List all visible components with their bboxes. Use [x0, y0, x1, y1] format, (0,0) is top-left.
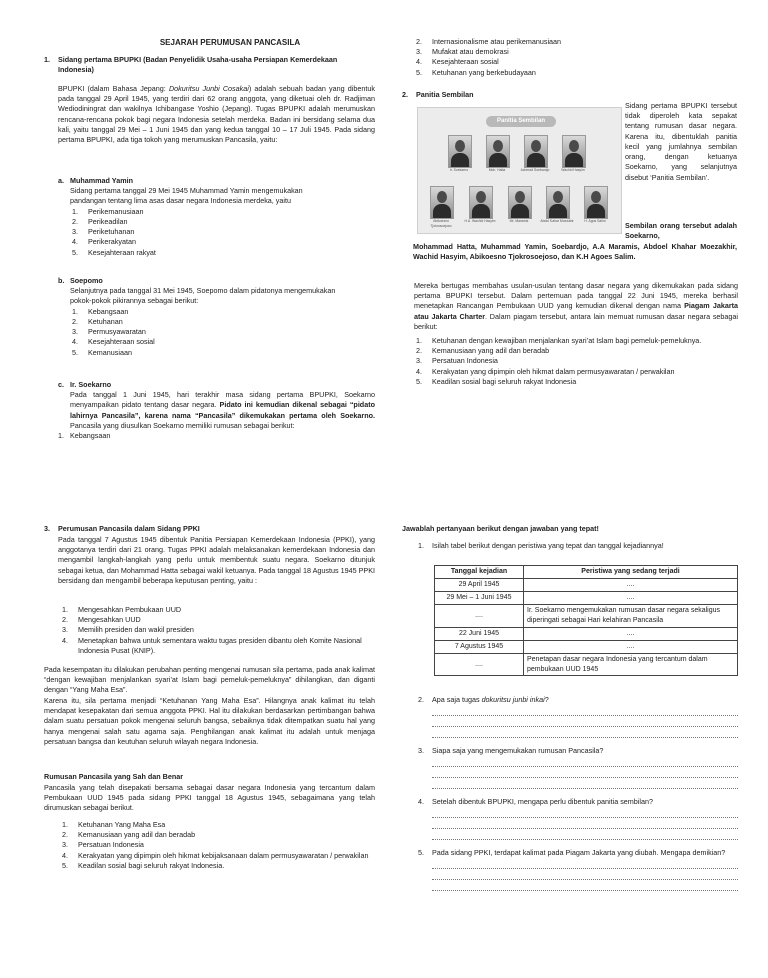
quiz-question-1: 1. Isilah tabel berikut dengan peristiwa yang tepat dan tanggal kejadiannya! — [418, 541, 664, 550]
table-row — [435, 591, 738, 604]
list-item: 4. Kesejahteraan sosial — [416, 57, 499, 67]
pancasila-final-list — [62, 820, 375, 871]
member-portrait — [508, 186, 532, 219]
member-portrait — [524, 135, 548, 168]
list-item: 2. Internasionalisme atau perikemanusiaan — [416, 37, 562, 46]
section-3-paragraph-4: Pancasila yang telah disepakati bersama sebagai dasar negara Indonesia yang tercantum dalam Pembukaan UUD 1945 pada sidang PPKI tanggal 18 Agustus 1945, sebagaimana yang telah dirumuskan sebagai berikut. — [44, 783, 375, 813]
event-cell: .... — [524, 640, 738, 653]
soekarno-heading: c. Ir. Soekarno — [58, 380, 112, 389]
list-item: 2. Ketuhanan — [72, 316, 123, 326]
sub-heading: Rumusan Pancasila yang Sah dan Benar — [44, 772, 184, 781]
soekarno-list-item: 1. Kebangsaan — [58, 431, 111, 441]
list-item: 1. Kebangsaan — [72, 306, 129, 316]
soekarno-list-continued — [416, 37, 736, 78]
member-caption: Abikoesno Tjokrosoejoso — [430, 219, 452, 228]
member-caption: H.A. Wachid Hasyim — [464, 219, 496, 223]
date-cell: 7 Agustus 1945 — [435, 640, 524, 653]
event-cell: Ir. Soekarno mengemukakan rumusan dasar negara sekaligus diperingati sebagai Hari kelahiran Pancasila — [524, 604, 738, 627]
list-item: 3. Permusyawaratan — [72, 327, 146, 337]
date-cell: .... — [435, 604, 524, 627]
section-2-paragraph: Mereka bertugas membahas usulan-usulan tentang dasar negara yang dikemukakan pada sidang pertama BPUPKI tersebut. Dalam pertemuan pada tanggal 22 Juni 1945, mereka berhasil menetapkan Rancangan Pembukaan UUD yang kemudian dikenal dengan nama Piagam Jakarta atau Jakarta Charter. Dalam piagam tersebut, antara lain memuat rumusan dasar negara sebagai berikut: — [414, 281, 739, 331]
member-portrait — [562, 135, 586, 168]
member-caption: Ir. Soekarno — [449, 168, 469, 172]
list-item: 4. Kerakyatan yang dipimpin oleh hikmat kebijaksanaan dalam permusyawaratan / perwakilan — [62, 850, 369, 860]
member-caption: Moh. Hatta — [488, 168, 506, 172]
list-item: 3. Persatuan Indonesia — [62, 840, 144, 850]
events-table — [434, 565, 738, 676]
answer-lines-3[interactable] — [418, 756, 738, 789]
event-cell: .... — [524, 591, 738, 604]
ppki-decisions-list — [62, 605, 375, 656]
section-3-paragraph-3: Karena itu, sila pertama menjadi “Ketuhanan Yang Maha Esa”. Hilangnya anak kalimat itu telah mendapat kesepakatan dari semua anggota PPKI. Hal itu dilakukan berdasarkan pertimbangan bahwa dalam suatu persatuan pokok mengenai seluruh bangsa, sebaiknya tidak ditempatkan suatu hal yang hanya mengenai salah satu agama saja. Penghilangan anak kalimat itu adalah untuk menjaga persatuan bangsa dan keutuhan seluruh wilayah negara Indonesia. — [44, 696, 375, 746]
soekarno-block — [58, 380, 375, 441]
member-portrait — [448, 135, 472, 168]
date-cell: 29 April 1945 — [435, 578, 524, 591]
member-caption: H. Agus Salim — [584, 219, 606, 223]
date-cell: 22 Juni 1945 — [435, 627, 524, 640]
section-3-paragraph: Pada tanggal 7 Agustus 1945 dibentuk Panitia Persiapan Kemerdekaan Indonesia (PPKI), yang anggotanya terdiri dari 21 orang. Tugas PPKI adalah melaksanakan kemerdekaan Indonesia dan mengambil langkah-langkah yang perlu untuk membentuk suatu negara. Soekarno ditunjuk sebagai ketua, dan Mohammad Hatta sebagai wakil ketuanya. Pada tanggal 18 Agustus 1945 PPKI bersidang dan mengambil beberapa keputusan penting, yaitu : — [58, 535, 375, 585]
list-item: 1. Ketuhanan Yang Maha Esa — [62, 820, 166, 829]
member-portrait — [486, 135, 510, 168]
member-caption: Mr. Maramis — [509, 219, 529, 223]
answer-lines-2[interactable] — [418, 705, 738, 738]
list-item: 1. Ketuhanan dengan kewajiban menjalankan syari’at Islam bagi pemeluk-pemeluknya. — [416, 336, 702, 345]
date-cell: .... — [435, 653, 524, 676]
list-item: 4. Menetapkan bahwa untuk sementara waktu tugas presiden dibantu oleh Komite Nasional Indonesia Pusat (KNIP). — [62, 635, 362, 655]
member-portrait — [584, 186, 608, 219]
list-item: 3. Memilih presiden dan wakil presiden — [62, 625, 194, 635]
section-1-heading: 1. Sidang pertama BPUPKI (Badan Penyelidik Usaha-usaha Persiapan Kemerdekaan Indonesia) — [44, 55, 338, 75]
table-row — [435, 604, 738, 627]
list-item: 5. Keadilan sosial bagi seluruh rakyat Indonesia — [416, 376, 577, 386]
quiz-question-5: 5. Pada sidang PPKI, terdapat kalimat pada Piagam Jakarta yang diubah. Mengapa demikian? — [418, 848, 738, 891]
soepomo-heading: b. Soepomo — [58, 276, 103, 285]
soepomo-text: Selanjutnya pada tanggal 31 Mei 1945, Soepomo dalam pidatonya mengemukakan pokok-pokok pikirannya sebagai berikut: — [70, 286, 336, 306]
list-item: 3. Periketuhanan — [72, 227, 135, 237]
table-row — [435, 627, 738, 640]
list-item: 4. Perikerakyatan — [72, 237, 136, 247]
yamin-heading: a. Muhammad Yamin — [58, 176, 133, 185]
table-row — [435, 640, 738, 653]
quiz-question-3: 3. Siapa saja yang mengemukakan rumusan Pancasila? — [418, 746, 738, 789]
soepomo-block — [58, 276, 375, 358]
panitia-members: Mohammad Hatta, Muhammad Yamin, Soebardjo, A.A Maramis, Abdoel Khahar Moezakhir, Wachid Hasyim, Abikoesno Tjokrosoejoso, dan K.H Agoes Salim. — [413, 242, 737, 262]
events-table-body — [435, 578, 738, 676]
list-item: 4. Kesejahteraan sosial — [72, 337, 155, 347]
section-3-paragraph-2: Pada kesempatan itu dilakukan perubahan penting mengenai rumusan sila pertama, pada anak kalimat “dengan kewajiban menjalankan syari’at Islam bagi pemeluk-pemeluknya” dihilangkan, dan diganti dengan “Yang Maha Esa”. — [44, 665, 375, 695]
quiz-question-4: 4. Setelah dibentuk BPUPKI, mengapa perlu dibentuk panitia sembilan? — [418, 797, 738, 840]
yamin-list — [58, 207, 375, 258]
list-item: 4. Kerakyatan yang dipimpin oleh hikmat dalam permusyawaratan / perwakilan — [416, 366, 675, 376]
panitia-sembilan-photo — [417, 107, 622, 234]
event-cell: .... — [524, 578, 738, 591]
quiz-heading: Jawablah pertanyaan berikut dengan jawaban yang tepat! — [402, 524, 599, 533]
answer-lines-4[interactable] — [418, 807, 738, 840]
list-item: 5. Kesejahteraan rakyat — [72, 247, 156, 257]
list-item: 2. Kemanusiaan yang adil dan beradab — [62, 830, 196, 840]
event-cell: Penetapan dasar negara Indonesia yang tercantum dalam pembukaan UUD 1945 — [524, 653, 738, 676]
member-portrait — [430, 186, 454, 219]
piagam-jakarta-list — [416, 336, 716, 387]
member-portrait — [469, 186, 493, 219]
member-caption: Abdul Kahar Moezakir — [540, 219, 574, 223]
list-item: 5. Keadilan sosial bagi seluruh rakyat Indonesia. — [62, 860, 225, 870]
yamin-text: Sidang pertama tanggal 29 Mei 1945 Muhammad Yamin mengemukakan pandangan tentang lima asas dasar negara Indonesia merdeka, yaitu — [70, 186, 303, 206]
yamin-block — [58, 176, 375, 258]
list-item: 5. Kemanusiaan — [72, 347, 132, 357]
list-item: 5. Ketuhanan yang berkebudayaan — [416, 67, 536, 77]
date-cell: 29 Mei – 1 Juni 1945 — [435, 591, 524, 604]
list-item: 2. Kemanusiaan yang adil dan beradab — [416, 346, 550, 356]
list-item: 2. Perikeadilan — [72, 216, 128, 226]
member-caption: Achmad Soebardjo — [520, 168, 550, 172]
soekarno-text: Pada tanggal 1 Juni 1945, hari terakhir masa sidang pertama BPUPKI, Soekarno menyampaikan pidato tentang dasar negara. Pidato ini kemudian dikenal sebagai “pidato lahirnya Pancasila”, karena nama “Pancasila” dikemukakan pertama oleh Soekarno. Pancasila yang diusulkan Soekarno memiliki rumusan sebagai berikut: — [70, 390, 375, 430]
answer-lines-5[interactable] — [418, 858, 738, 891]
member-caption: Wachid Hasyim — [561, 168, 585, 172]
photo-banner: Panitia Sembilan — [486, 116, 556, 127]
column-header-event: Peristiwa yang sedang terjadi — [524, 566, 738, 579]
section-2-heading: 2. Panitia Sembilan — [402, 90, 474, 99]
list-item: 1. Perikemanusiaan — [72, 206, 144, 216]
table-row — [435, 653, 738, 676]
list-item: 3. Mufakat atau demokrasi — [416, 47, 509, 57]
table-header-row — [435, 566, 738, 579]
page-title: SEJARAH PERUMUSAN PANCASILA — [159, 38, 301, 47]
column-header-date: Tanggal kejadian — [435, 566, 524, 579]
panitia-members-lead: Sembilan orang tersebut adalah Soekarno, — [625, 221, 737, 241]
section-3-heading: 3. Perumusan Pancasila dalam Sidang PPKI — [44, 524, 200, 533]
table-row — [435, 578, 738, 591]
list-item: 2. Mengesahkan UUD — [62, 615, 141, 625]
soepomo-list — [58, 307, 375, 358]
section-1-paragraph: BPUPKI (dalam Bahasa Jepang: Dokuritsu Junbi Cosakai) adalah sebuah badan yang dibentuk pada tanggal 29 April 1945, yang terdiri dari 62 orang anggota, yang diketuai oleh dr. Radjiman Wediodiningrat dan wakilnya Ichibangase Yoshio (Jepang). Tugas BPUPKI adalah merumuskan rencana-rencana pokok bagi negara Indonesia setelah merdeka. Badan ini bersidang selama dua kali, yaitu tanggal 29 Mei – 1 Juni 1945 dan yang kedua tanggal 10 – 17 Juli 1945. Pada sidang pertama BPUPKI, ada tiga tokoh yang merumuskan Pancasila, yaitu: — [58, 84, 375, 145]
panitia-side-text: Sidang pertama BPUPKI tersebut tidak diperoleh kata sepakat tentang rumusan dasar negara. Karena itu, dibentuklah panitia kecil yang jumlahnya sembilan orang, dengan ketuanya Soekarno, yang selanjutnya disebut ‘Panitia Sembilan’. — [625, 101, 737, 182]
list-item: 3. Persatuan Indonesia — [416, 356, 498, 366]
member-portrait — [546, 186, 570, 219]
event-cell: .... — [524, 627, 738, 640]
quiz-question-2: 2. Apa saja tugas dokuritsu junbi inkai? — [418, 695, 738, 738]
list-item: 1. Mengesahkan Pembukaan UUD — [62, 605, 182, 614]
